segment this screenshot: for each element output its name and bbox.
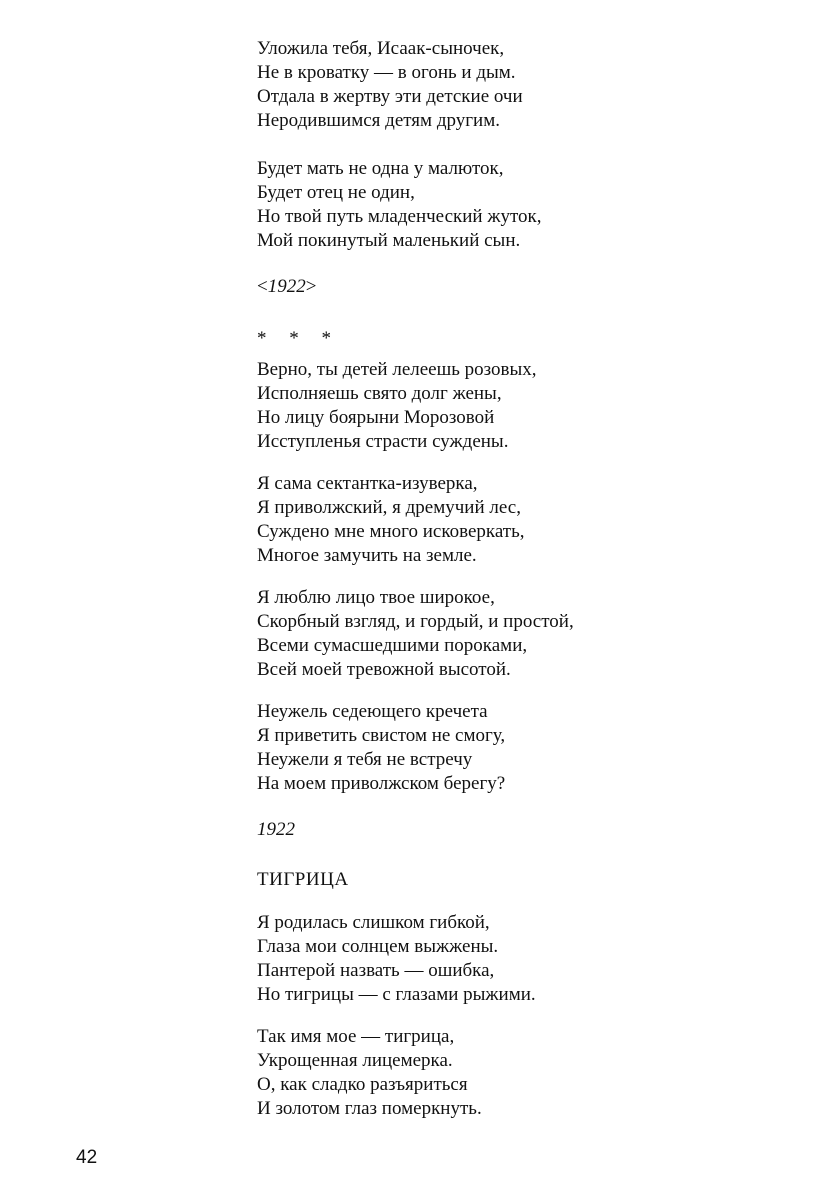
verse-line: Суждено мне много исковеркать, [257,521,525,542]
verse-line: Укрощенная лицемерка. [257,1050,453,1071]
section-separator: * * * [257,328,340,349]
verse-line: Но твой путь младенческий жуток, [257,206,542,227]
stanza [257,37,777,133]
verse-line: Всей моей тревожной высотой. [257,659,511,680]
poem-date: <1922> [257,276,317,297]
verse-line: Уложила тебя, Исаак-сыночек, [257,38,505,59]
verse-line: Я люблю лицо твое широкое, [257,587,495,608]
verse-line: Так имя мое — тигрица, [257,1026,455,1047]
verse-line: Исступленья страсти суждены. [257,431,509,452]
verse-line: Неужели я тебя не встречу [257,749,473,770]
verse-line: Я сама сектантка-изуверка, [257,473,478,494]
verse-line: Я приветить свистом не смогу, [257,725,506,746]
stanza [257,586,777,682]
stanza [257,700,777,796]
stanza [257,911,777,1007]
poem-morozova [257,327,777,842]
stanza [257,157,777,253]
verse-line: Но лицу боярыни Морозовой [257,407,495,428]
stanza [257,472,777,568]
verse-line: Неродившимся детям другим. [257,110,500,131]
verse-line: Скорбный взгляд, и гордый, и простой, [257,611,574,632]
verse-line: Верно, ты детей лелеешь розовых, [257,359,537,380]
poem-date: 1922 [257,819,295,840]
verse-line: Я родилась слишком гибкой, [257,912,490,933]
verse-line: Не в кроватку — в огонь и дым. [257,62,516,83]
verse-line: Я приволжский, я дремучий лес, [257,497,521,518]
verse-line: Будет отец не один, [257,182,415,203]
verse-line: Мой покинутый маленький сын. [257,230,521,251]
verse-line: На моем приволжском берегу? [257,773,506,794]
verse-line: Исполняешь свято долг жены, [257,383,502,404]
verse-line: Но тигрицы — с глазами рыжими. [257,984,536,1005]
verse-line: Неужель седеющего кречета [257,701,488,722]
verse-line: Всеми сумасшедшими пороками, [257,635,528,656]
poem-isaak [257,37,777,299]
verse-line: О, как сладко разъяриться [257,1074,468,1095]
verse-line: Отдала в жертву эти детские очи [257,86,523,107]
verse-line: Пантерой назвать — ошибка, [257,960,495,981]
page-number: 42 [76,1147,98,1168]
verse-line: И золотом глаз померкнуть. [257,1098,482,1119]
verse-line: Глаза мои солнцем выжжены. [257,936,499,957]
verse-line: Многое замучить на земле. [257,545,477,566]
stanza [257,358,777,454]
poem-title: ТИГРИЦА [257,869,349,890]
verse-line: Будет мать не одна у малюток, [257,158,504,179]
poem-tigritsa [257,868,777,1121]
stanza [257,1025,777,1121]
